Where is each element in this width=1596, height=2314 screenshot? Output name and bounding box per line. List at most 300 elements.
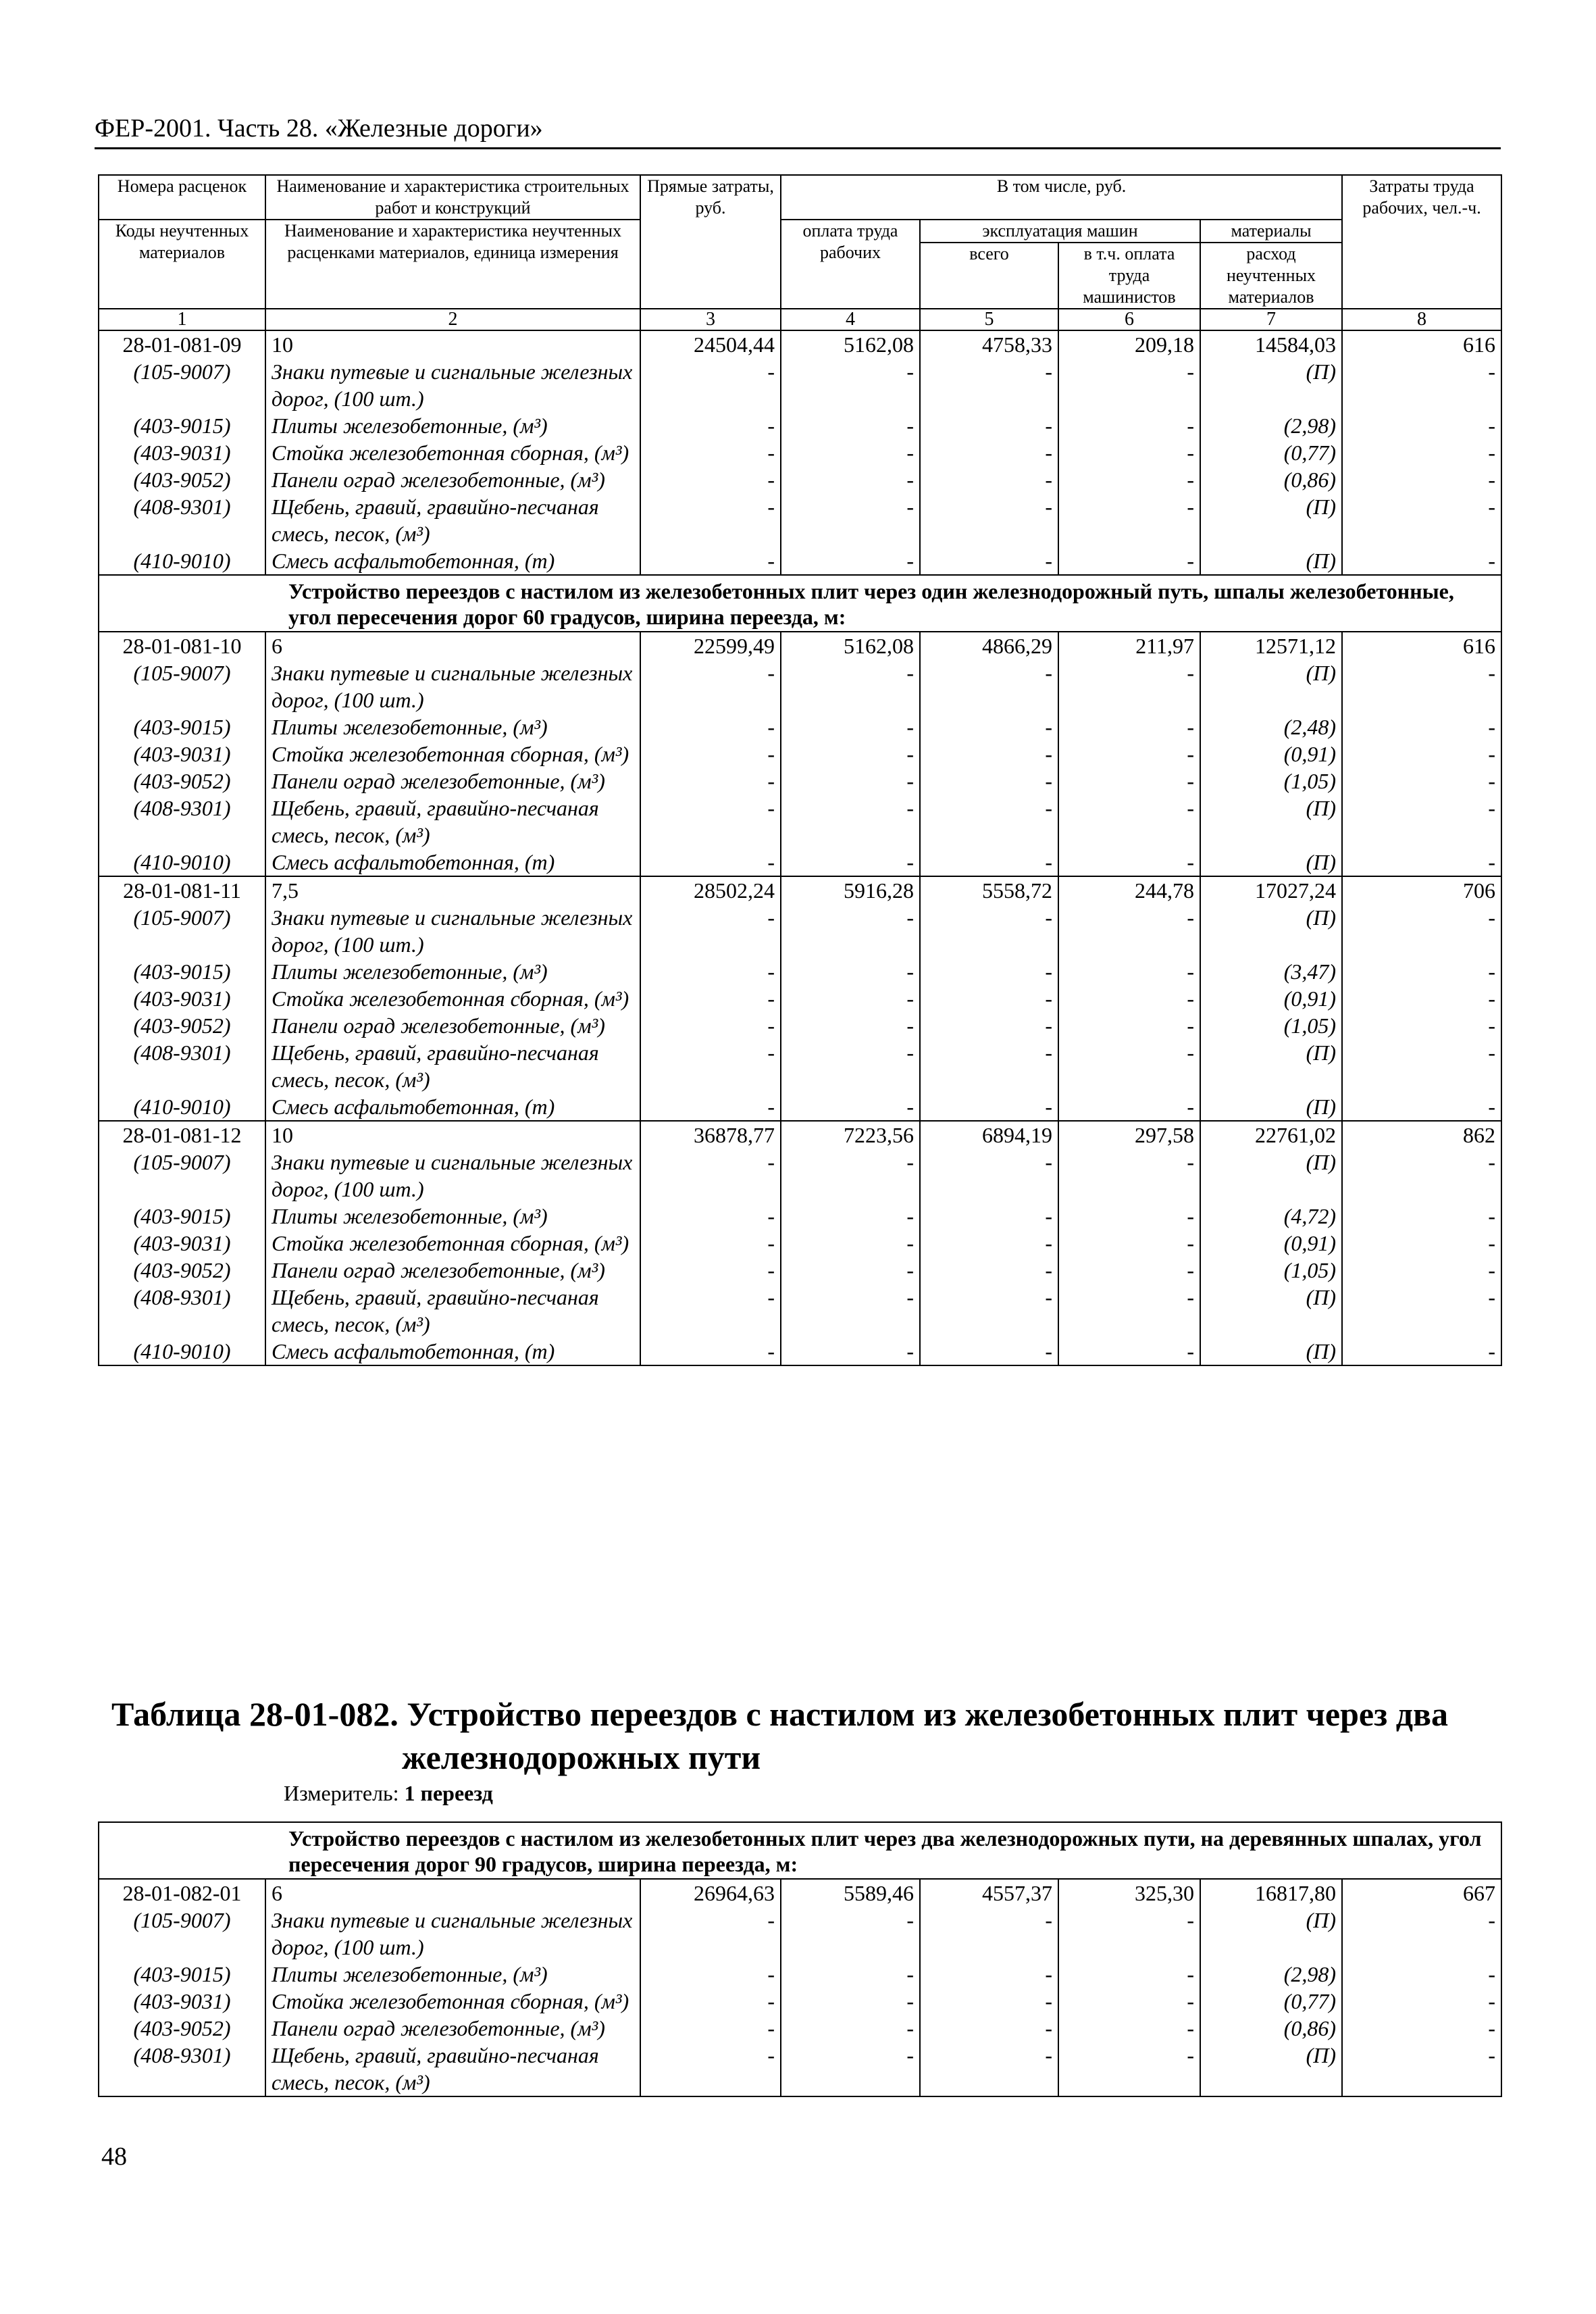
column-number: 7 (1200, 309, 1342, 330)
table-title (111, 1692, 1489, 1779)
empty-value: - (1342, 1230, 1501, 1257)
empty-value: - (920, 849, 1058, 876)
material-row (99, 2042, 1501, 2096)
material-row (99, 985, 1501, 1012)
empty-value: - (1342, 713, 1501, 740)
empty-value: - (1058, 985, 1200, 1012)
empty-value: - (920, 493, 1058, 547)
empty-value: - (920, 439, 1058, 466)
material-quantity: (П) (1200, 1039, 1342, 1093)
column-number: 8 (1342, 309, 1501, 330)
empty-value: - (640, 1907, 781, 1961)
empty-value: - (1058, 1961, 1200, 1988)
material-row (99, 740, 1501, 768)
empty-value: - (640, 1257, 781, 1284)
empty-value: - (920, 1907, 1058, 1961)
column-number: 5 (920, 309, 1058, 330)
empty-value: - (1342, 985, 1501, 1012)
empty-value: - (1058, 1284, 1200, 1338)
empty-value: - (1342, 1257, 1501, 1284)
material-row (99, 795, 1501, 849)
empty-value: - (920, 1203, 1058, 1230)
empty-value: - (640, 740, 781, 768)
material-name: Знаки путевые и сигнальные железных дорог, (100 шт.) (265, 1907, 640, 1961)
material-name: Плиты железобетонные, (м³) (265, 713, 640, 740)
empty-value: - (781, 849, 920, 876)
empty-value: - (1342, 1039, 1501, 1093)
empty-value: - (1342, 493, 1501, 547)
empty-value: - (781, 659, 920, 713)
material-quantity: (4,72) (1200, 1203, 1342, 1230)
empty-value: - (640, 466, 781, 493)
material-name: Знаки путевые и сигнальные железных дорог, (100 шт.) (265, 904, 640, 958)
empty-value: - (920, 1149, 1058, 1203)
labor-pay: 5589,46 (781, 1879, 920, 1907)
material-row (99, 1039, 1501, 1093)
material-code: (403-9015) (99, 713, 265, 740)
material-quantity: (П) (1200, 2042, 1342, 2096)
material-name: Панели оград железобетонные, (м³) (265, 1257, 640, 1284)
empty-value: - (640, 768, 781, 795)
empty-value: - (1342, 904, 1501, 958)
direct-costs: 24504,44 (640, 330, 781, 358)
material-name: Смесь асфальтобетонная, (т) (265, 1338, 640, 1365)
material-code: (105-9007) (99, 659, 265, 713)
empty-value: - (920, 1012, 1058, 1039)
empty-value: - (920, 1284, 1058, 1338)
empty-value: - (640, 547, 781, 575)
rate-width: 10 (265, 330, 640, 358)
header-unaccounted-materials: расход неучтенных материалов (1200, 243, 1342, 309)
material-code: (408-9301) (99, 2042, 265, 2096)
running-title: ФЕР-2001. Часть 28. «Железные дороги» (95, 114, 543, 143)
column-number: 6 (1058, 309, 1200, 330)
material-name: Плиты железобетонные, (м³) (265, 1961, 640, 1988)
material-quantity: (П) (1200, 358, 1342, 412)
material-code: (403-9052) (99, 1012, 265, 1039)
material-code: (403-9052) (99, 466, 265, 493)
labor-hours: 667 (1342, 1879, 1501, 1907)
section-heading-row (99, 1822, 1501, 1879)
empty-value: - (920, 1988, 1058, 2015)
empty-value: - (781, 1093, 920, 1121)
empty-value: - (640, 713, 781, 740)
empty-value: - (920, 713, 1058, 740)
empty-value: - (1058, 2015, 1200, 2042)
empty-value: - (1342, 439, 1501, 466)
empty-value: - (1342, 795, 1501, 849)
material-code: (403-9031) (99, 985, 265, 1012)
material-row (99, 1203, 1501, 1230)
empty-value: - (1342, 1907, 1501, 1961)
material-name: Щебень, гравий, гравийно-песчаная смесь, песок, (м³) (265, 1039, 640, 1093)
machines-total: 4758,33 (920, 330, 1058, 358)
material-code: (403-9031) (99, 439, 265, 466)
material-code: (105-9007) (99, 1907, 265, 1961)
material-quantity: (0,77) (1200, 1988, 1342, 2015)
material-name: Смесь асфальтобетонная, (т) (265, 547, 640, 575)
empty-value: - (1058, 659, 1200, 713)
rate-row (99, 632, 1501, 659)
empty-value: - (781, 795, 920, 849)
empty-value: - (640, 493, 781, 547)
labor-hours: 616 (1342, 632, 1501, 659)
empty-value: - (1342, 958, 1501, 985)
empty-value: - (1058, 466, 1200, 493)
column-number: 3 (640, 309, 781, 330)
header-machines-total: всего (920, 243, 1058, 309)
empty-value: - (1058, 1012, 1200, 1039)
empty-value: - (1058, 1093, 1200, 1121)
column-number: 4 (781, 309, 920, 330)
material-name: Плиты железобетонные, (м³) (265, 1203, 640, 1230)
empty-value: - (1058, 412, 1200, 439)
material-row (99, 1961, 1501, 1988)
materials-cost: 22761,02 (1200, 1121, 1342, 1149)
empty-value: - (640, 1988, 781, 2015)
empty-value: - (781, 1284, 920, 1338)
material-row (99, 849, 1501, 876)
empty-value: - (1058, 1338, 1200, 1365)
empty-value: - (781, 713, 920, 740)
material-quantity: (1,05) (1200, 1012, 1342, 1039)
empty-value: - (1342, 547, 1501, 575)
empty-value: - (1342, 768, 1501, 795)
empty-value: - (640, 958, 781, 985)
labor-hours: 706 (1342, 876, 1501, 904)
table-title-line1: Таблица 28-01-082. Устройство переездов с настилом из железобетонных плит через два (111, 1695, 1449, 1733)
labor-hours: 862 (1342, 1121, 1501, 1149)
empty-value: - (1058, 1203, 1200, 1230)
empty-value: - (1058, 740, 1200, 768)
material-row (99, 1149, 1501, 1203)
empty-value: - (781, 740, 920, 768)
empty-value: - (781, 412, 920, 439)
material-quantity: (0,91) (1200, 1230, 1342, 1257)
empty-value: - (781, 904, 920, 958)
empty-value: - (1058, 849, 1200, 876)
column-numbers-row (99, 309, 1501, 330)
material-quantity: (П) (1200, 1338, 1342, 1365)
machines-total: 4866,29 (920, 632, 1058, 659)
material-quantity: (П) (1200, 1284, 1342, 1338)
empty-value: - (920, 1257, 1058, 1284)
machines-total: 5558,72 (920, 876, 1058, 904)
material-name: Плиты железобетонные, (м³) (265, 412, 640, 439)
material-name: Стойка железобетонная сборная, (м³) (265, 1988, 640, 2015)
empty-value: - (920, 985, 1058, 1012)
material-row (99, 1907, 1501, 1961)
material-quantity: (0,77) (1200, 439, 1342, 466)
empty-value: - (920, 412, 1058, 439)
empty-value: - (920, 659, 1058, 713)
material-row (99, 768, 1501, 795)
operators-pay: 325,30 (1058, 1879, 1200, 1907)
material-code: (410-9010) (99, 1338, 265, 1365)
rate-code: 28-01-081-09 (99, 330, 265, 358)
empty-value: - (920, 795, 1058, 849)
empty-value: - (920, 768, 1058, 795)
empty-value: - (1058, 795, 1200, 849)
empty-value: - (1058, 439, 1200, 466)
material-name: Панели оград железобетонные, (м³) (265, 1012, 640, 1039)
material-quantity: (0,86) (1200, 466, 1342, 493)
empty-value: - (920, 740, 1058, 768)
empty-value: - (1342, 659, 1501, 713)
material-name: Знаки путевые и сигнальные железных дорог, (100 шт.) (265, 1149, 640, 1203)
column-number: 2 (265, 309, 640, 330)
rate-row (99, 1879, 1501, 1907)
rates-table (98, 174, 1502, 1366)
empty-value: - (1058, 904, 1200, 958)
empty-value: - (1058, 1230, 1200, 1257)
rate-row (99, 876, 1501, 904)
direct-costs: 28502,24 (640, 876, 781, 904)
section-heading-row (99, 575, 1501, 632)
material-row (99, 1012, 1501, 1039)
material-code: (105-9007) (99, 358, 265, 412)
material-name: Смесь асфальтобетонная, (т) (265, 849, 640, 876)
empty-value: - (640, 1039, 781, 1093)
empty-value: - (1058, 958, 1200, 985)
empty-value: - (1342, 1284, 1501, 1338)
table-title-line2: железнодорожных пути (402, 1738, 761, 1776)
empty-value: - (920, 1338, 1058, 1365)
empty-value: - (920, 1230, 1058, 1257)
material-row (99, 439, 1501, 466)
material-row (99, 1230, 1501, 1257)
material-row (99, 1284, 1501, 1338)
header-work-name: Наименование и характеристика строительных работ и конструкций (265, 175, 640, 220)
empty-value: - (640, 2042, 781, 2096)
material-row (99, 904, 1501, 958)
empty-value: - (640, 1203, 781, 1230)
material-row (99, 358, 1501, 412)
rate-width: 7,5 (265, 876, 640, 904)
header-material-name: Наименование и характеристика неучтенных расценками материалов, единица измерения (265, 220, 640, 309)
empty-value: - (1342, 412, 1501, 439)
rate-code: 28-01-082-01 (99, 1879, 265, 1907)
empty-value: - (1342, 2042, 1501, 2096)
empty-value: - (1058, 1907, 1200, 1961)
header-rule (95, 147, 1501, 149)
material-name: Щебень, гравий, гравийно-песчаная смесь, песок, (м³) (265, 2042, 640, 2096)
empty-value: - (640, 1093, 781, 1121)
empty-value: - (1058, 1257, 1200, 1284)
machines-total: 6894,19 (920, 1121, 1058, 1149)
empty-value: - (640, 985, 781, 1012)
material-code: (403-9031) (99, 1988, 265, 2015)
section-heading: Устройство переездов с настилом из железобетонных плит через один железнодорожный путь, шпалы железобетонные, угол пересечения дорог 60 градусов, ширина переезда, м: (99, 575, 1501, 632)
material-name: Панели оград железобетонные, (м³) (265, 466, 640, 493)
material-code: (403-9015) (99, 1203, 265, 1230)
empty-value: - (920, 958, 1058, 985)
empty-value: - (640, 659, 781, 713)
material-name: Панели оград железобетонные, (м³) (265, 768, 640, 795)
labor-pay: 5162,08 (781, 632, 920, 659)
empty-value: - (1342, 1149, 1501, 1203)
material-code: (408-9301) (99, 1039, 265, 1093)
material-quantity: (2,98) (1200, 1961, 1342, 1988)
material-name: Щебень, гравий, гравийно-песчаная смесь, песок, (м³) (265, 493, 640, 547)
empty-value: - (1342, 358, 1501, 412)
empty-value: - (1342, 740, 1501, 768)
empty-value: - (640, 358, 781, 412)
empty-value: - (920, 466, 1058, 493)
header-direct-costs: Прямые затраты, руб. (640, 175, 781, 309)
material-code: (403-9031) (99, 740, 265, 768)
header-materials: материалы (1200, 220, 1342, 243)
empty-value: - (920, 358, 1058, 412)
material-code: (403-9031) (99, 1230, 265, 1257)
material-quantity: (П) (1200, 1149, 1342, 1203)
material-quantity: (1,05) (1200, 1257, 1342, 1284)
measurer (284, 1781, 493, 1806)
empty-value: - (1342, 1203, 1501, 1230)
material-code: (403-9052) (99, 2015, 265, 2042)
empty-value: - (920, 2015, 1058, 2042)
empty-value: - (1058, 768, 1200, 795)
material-code: (105-9007) (99, 1149, 265, 1203)
operators-pay: 244,78 (1058, 876, 1200, 904)
empty-value: - (640, 2015, 781, 2042)
empty-value: - (781, 547, 920, 575)
material-code: (403-9052) (99, 768, 265, 795)
material-name: Стойка железобетонная сборная, (м³) (265, 985, 640, 1012)
rate-row (99, 330, 1501, 358)
material-name: Плиты железобетонные, (м³) (265, 958, 640, 985)
empty-value: - (640, 849, 781, 876)
material-quantity: (0,86) (1200, 2015, 1342, 2042)
empty-value: - (920, 1093, 1058, 1121)
material-name: Смесь асфальтобетонная, (т) (265, 1093, 640, 1121)
material-quantity: (2,98) (1200, 412, 1342, 439)
empty-value: - (640, 1961, 781, 1988)
empty-value: - (1058, 358, 1200, 412)
materials-cost: 14584,03 (1200, 330, 1342, 358)
empty-value: - (640, 795, 781, 849)
material-code: (408-9301) (99, 1284, 265, 1338)
materials-cost: 16817,80 (1200, 1879, 1342, 1907)
empty-value: - (1058, 1149, 1200, 1203)
materials-cost: 12571,12 (1200, 632, 1342, 659)
material-code: (410-9010) (99, 1093, 265, 1121)
direct-costs: 22599,49 (640, 632, 781, 659)
empty-value: - (781, 1039, 920, 1093)
empty-value: - (640, 1012, 781, 1039)
header-operators-pay: в т.ч. оплата труда машинистов (1058, 243, 1200, 309)
material-row (99, 412, 1501, 439)
empty-value: - (781, 439, 920, 466)
material-row (99, 958, 1501, 985)
empty-value: - (781, 1149, 920, 1203)
material-quantity: (0,91) (1200, 740, 1342, 768)
direct-costs: 26964,63 (640, 1879, 781, 1907)
material-row (99, 1338, 1501, 1365)
empty-value: - (640, 1149, 781, 1203)
empty-value: - (1342, 849, 1501, 876)
material-quantity: (0,91) (1200, 985, 1342, 1012)
header-row-2 (99, 220, 1501, 243)
material-row (99, 2015, 1501, 2042)
material-name: Знаки путевые и сигнальные железных дорог, (100 шт.) (265, 358, 640, 412)
material-quantity: (П) (1200, 659, 1342, 713)
empty-value: - (1058, 1988, 1200, 2015)
rate-width: 10 (265, 1121, 640, 1149)
empty-value: - (781, 958, 920, 985)
materials-cost: 17027,24 (1200, 876, 1342, 904)
labor-pay: 7223,56 (781, 1121, 920, 1149)
empty-value: - (920, 1961, 1058, 1988)
empty-value: - (1058, 547, 1200, 575)
header-including: В том числе, руб. (781, 175, 1342, 220)
empty-value: - (1342, 1338, 1501, 1365)
direct-costs: 36878,77 (640, 1121, 781, 1149)
empty-value: - (920, 1039, 1058, 1093)
rate-width: 6 (265, 1879, 640, 1907)
material-code: (410-9010) (99, 547, 265, 575)
material-quantity: (П) (1200, 547, 1342, 575)
material-code: (105-9007) (99, 904, 265, 958)
empty-value: - (920, 904, 1058, 958)
operators-pay: 297,58 (1058, 1121, 1200, 1149)
operators-pay: 209,18 (1058, 330, 1200, 358)
labor-hours: 616 (1342, 330, 1501, 358)
material-row (99, 466, 1501, 493)
material-quantity: (3,47) (1200, 958, 1342, 985)
empty-value: - (781, 2015, 920, 2042)
material-code: (403-9015) (99, 412, 265, 439)
material-quantity: (П) (1200, 849, 1342, 876)
material-name: Панели оград железобетонные, (м³) (265, 2015, 640, 2042)
empty-value: - (920, 2042, 1058, 2096)
empty-value: - (1342, 1988, 1501, 2015)
labor-pay: 5162,08 (781, 330, 920, 358)
material-row (99, 1257, 1501, 1284)
material-quantity: (П) (1200, 1907, 1342, 1961)
header-row-1 (99, 175, 1501, 220)
column-number: 1 (99, 309, 265, 330)
empty-value: - (1342, 1961, 1501, 1988)
empty-value: - (1342, 466, 1501, 493)
material-quantity: (П) (1200, 795, 1342, 849)
material-code: (410-9010) (99, 849, 265, 876)
empty-value: - (920, 547, 1058, 575)
material-code: (408-9301) (99, 493, 265, 547)
labor-pay: 5916,28 (781, 876, 920, 904)
material-name: Знаки путевые и сигнальные железных дорог, (100 шт.) (265, 659, 640, 713)
material-name: Стойка железобетонная сборная, (м³) (265, 439, 640, 466)
empty-value: - (781, 1012, 920, 1039)
empty-value: - (781, 1988, 920, 2015)
material-code: (408-9301) (99, 795, 265, 849)
header-machines: эксплуатация машин (920, 220, 1200, 243)
empty-value: - (781, 466, 920, 493)
empty-value: - (781, 1338, 920, 1365)
material-quantity: (П) (1200, 904, 1342, 958)
material-row (99, 713, 1501, 740)
empty-value: - (640, 1284, 781, 1338)
page-number: 48 (101, 2142, 127, 2171)
rates-table-2 (98, 1821, 1502, 2097)
material-name: Стойка железобетонная сборная, (м³) (265, 740, 640, 768)
rate-code: 28-01-081-11 (99, 876, 265, 904)
empty-value: - (1058, 493, 1200, 547)
machines-total: 4557,37 (920, 1879, 1058, 1907)
header-labor-pay: оплата труда рабочих (781, 220, 920, 309)
empty-value: - (781, 358, 920, 412)
empty-value: - (640, 1230, 781, 1257)
